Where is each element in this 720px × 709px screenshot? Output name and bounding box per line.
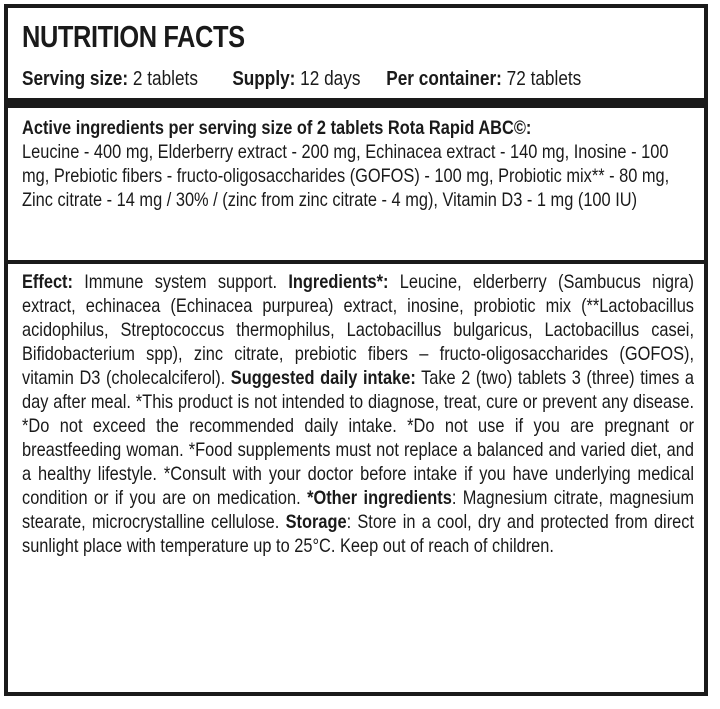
supply-value: 12 days [300,68,361,90]
suggested-intake-label: Suggested daily intake: [230,367,416,389]
supply-label: Supply: [232,68,296,90]
other-ingredients-text: : Magnesium citrate, magnesium stearate, microcrystalline cellulose. [22,487,695,533]
nutrition-facts-panel [4,4,708,696]
storage-label: Storage [285,511,347,533]
serving-info-row [22,66,693,92]
storage-text: : Store in a cool, dry and protected from direct sunlight place with temperature up to 25°C. Keep out of reach of children. [22,511,695,557]
serving-size-value: 2 tablets [132,68,198,90]
divider [8,260,704,264]
per-container [386,66,581,92]
divider-thick [8,98,704,108]
active-ingredients-heading: Active ingredients per serving size of 2 tablets Rota Rapid ABC©: [22,117,532,139]
suggested-intake-text: Take 2 (two) tablets 3 (three) times a day after meal. *This product is not intended to diagnose, treat, cure or prevent any disease. *Do not exceed the recommended daily intake. *Do not use if you are pregnant or breastfeeding woman. *Food supplements must not replace a balanced and varied diet, and a healthy lifestyle. *Consult with your doctor before intake if you have underlying medical condition or if you are on medication. [22,367,694,509]
active-ingredients-section [22,116,694,212]
per-container-value: 72 tablets [506,68,582,90]
details-section [22,270,694,558]
active-ingredients-text: Leucine - 400 mg, Elderberry extract - 200 mg, Echinacea extract - 140 mg, Inosine - 100 mg, Prebiotic fibers - fructo-oligosaccharides (GOFOS) - 100 mg, Probiotic mix** - 80 mg, Zinc citrate - 14 mg / 30% / (zinc from zinc citrate - 4 mg), Vitamin D3 - 1 mg (100 IU) [22,141,670,211]
effect-label: Effect: [22,271,73,293]
other-ingredients-label: *Other ingredients [307,487,452,509]
effect-text: Immune system support. [84,271,278,293]
nutrition-facts-title: NUTRITION FACTS [22,19,245,54]
serving-size [22,66,198,92]
serving-size-label: Serving size: [22,68,129,90]
ingredients-text: Leucine, elderberry (Sambucus nigra) extract, echinacea (Echinacea purpurea) extract, inosine, probiotic mix (**Lactobacillus acidophilus, Streptococcus thermophilus, Lactobacillus bulgaricus, Lactobacillus casei, Bifidobacterium spp), zinc citrate, prebiotic fibers – fructo-oligosaccharides (GOFOS), vitamin D3 (cholecalciferol). [22,271,694,389]
per-container-label: Per container: [386,68,502,90]
ingredients-label: Ingredients*: [288,271,389,293]
supply [232,66,360,92]
